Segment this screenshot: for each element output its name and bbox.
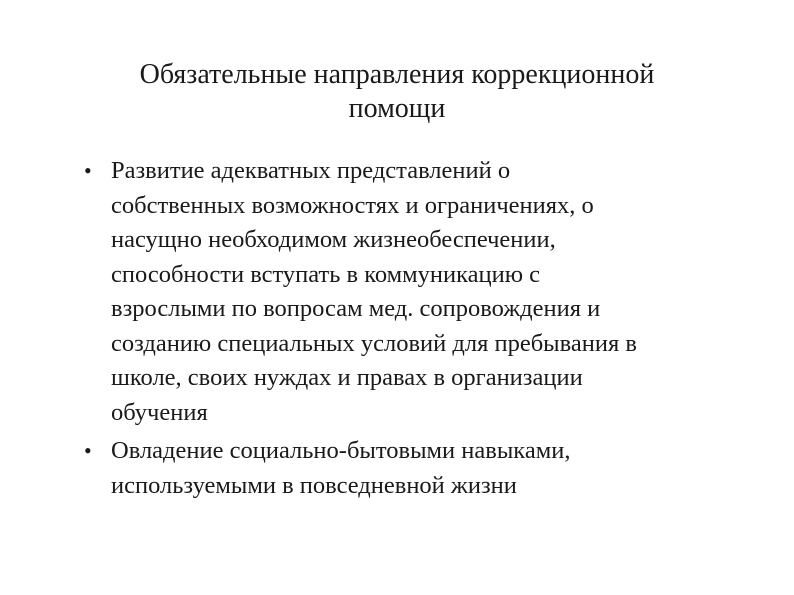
slide-title-line: Обязательные направления коррекционной xyxy=(139,59,655,90)
bullet-text-line: Развитие адекватных представлений о xyxy=(111,157,511,184)
bullet-text-line: Овладение социально-бытовыми навыками, xyxy=(111,437,571,464)
bullet-marker: • xyxy=(84,158,92,183)
bullet-marker: • xyxy=(84,438,92,463)
bullet-text-line: собственных возможностях и ограничениях, о xyxy=(111,191,594,219)
bullet-text-line: используемыми в повседневной жизни xyxy=(111,471,517,499)
bullet-item-2 xyxy=(78,434,728,503)
bullet-text-line: обучения xyxy=(111,398,208,426)
bullet-text-line: созданию специальных условий для пребывания в xyxy=(111,329,637,357)
bullet-text-line: взрослыми по вопросам мед. сопровождения и xyxy=(111,295,601,322)
bullet-text-line: насущно необходимом жизнеобеспечении, xyxy=(111,226,556,253)
bullet-list xyxy=(78,154,728,507)
slide-title-line: помощи xyxy=(348,93,446,124)
bullet-item-1 xyxy=(78,154,728,430)
slide-title xyxy=(60,58,734,126)
bullet-text-line: способности вступать в коммуникацию с xyxy=(111,260,541,288)
bullet-text-line: школе, своих нуждах и правах в организации xyxy=(111,364,583,391)
